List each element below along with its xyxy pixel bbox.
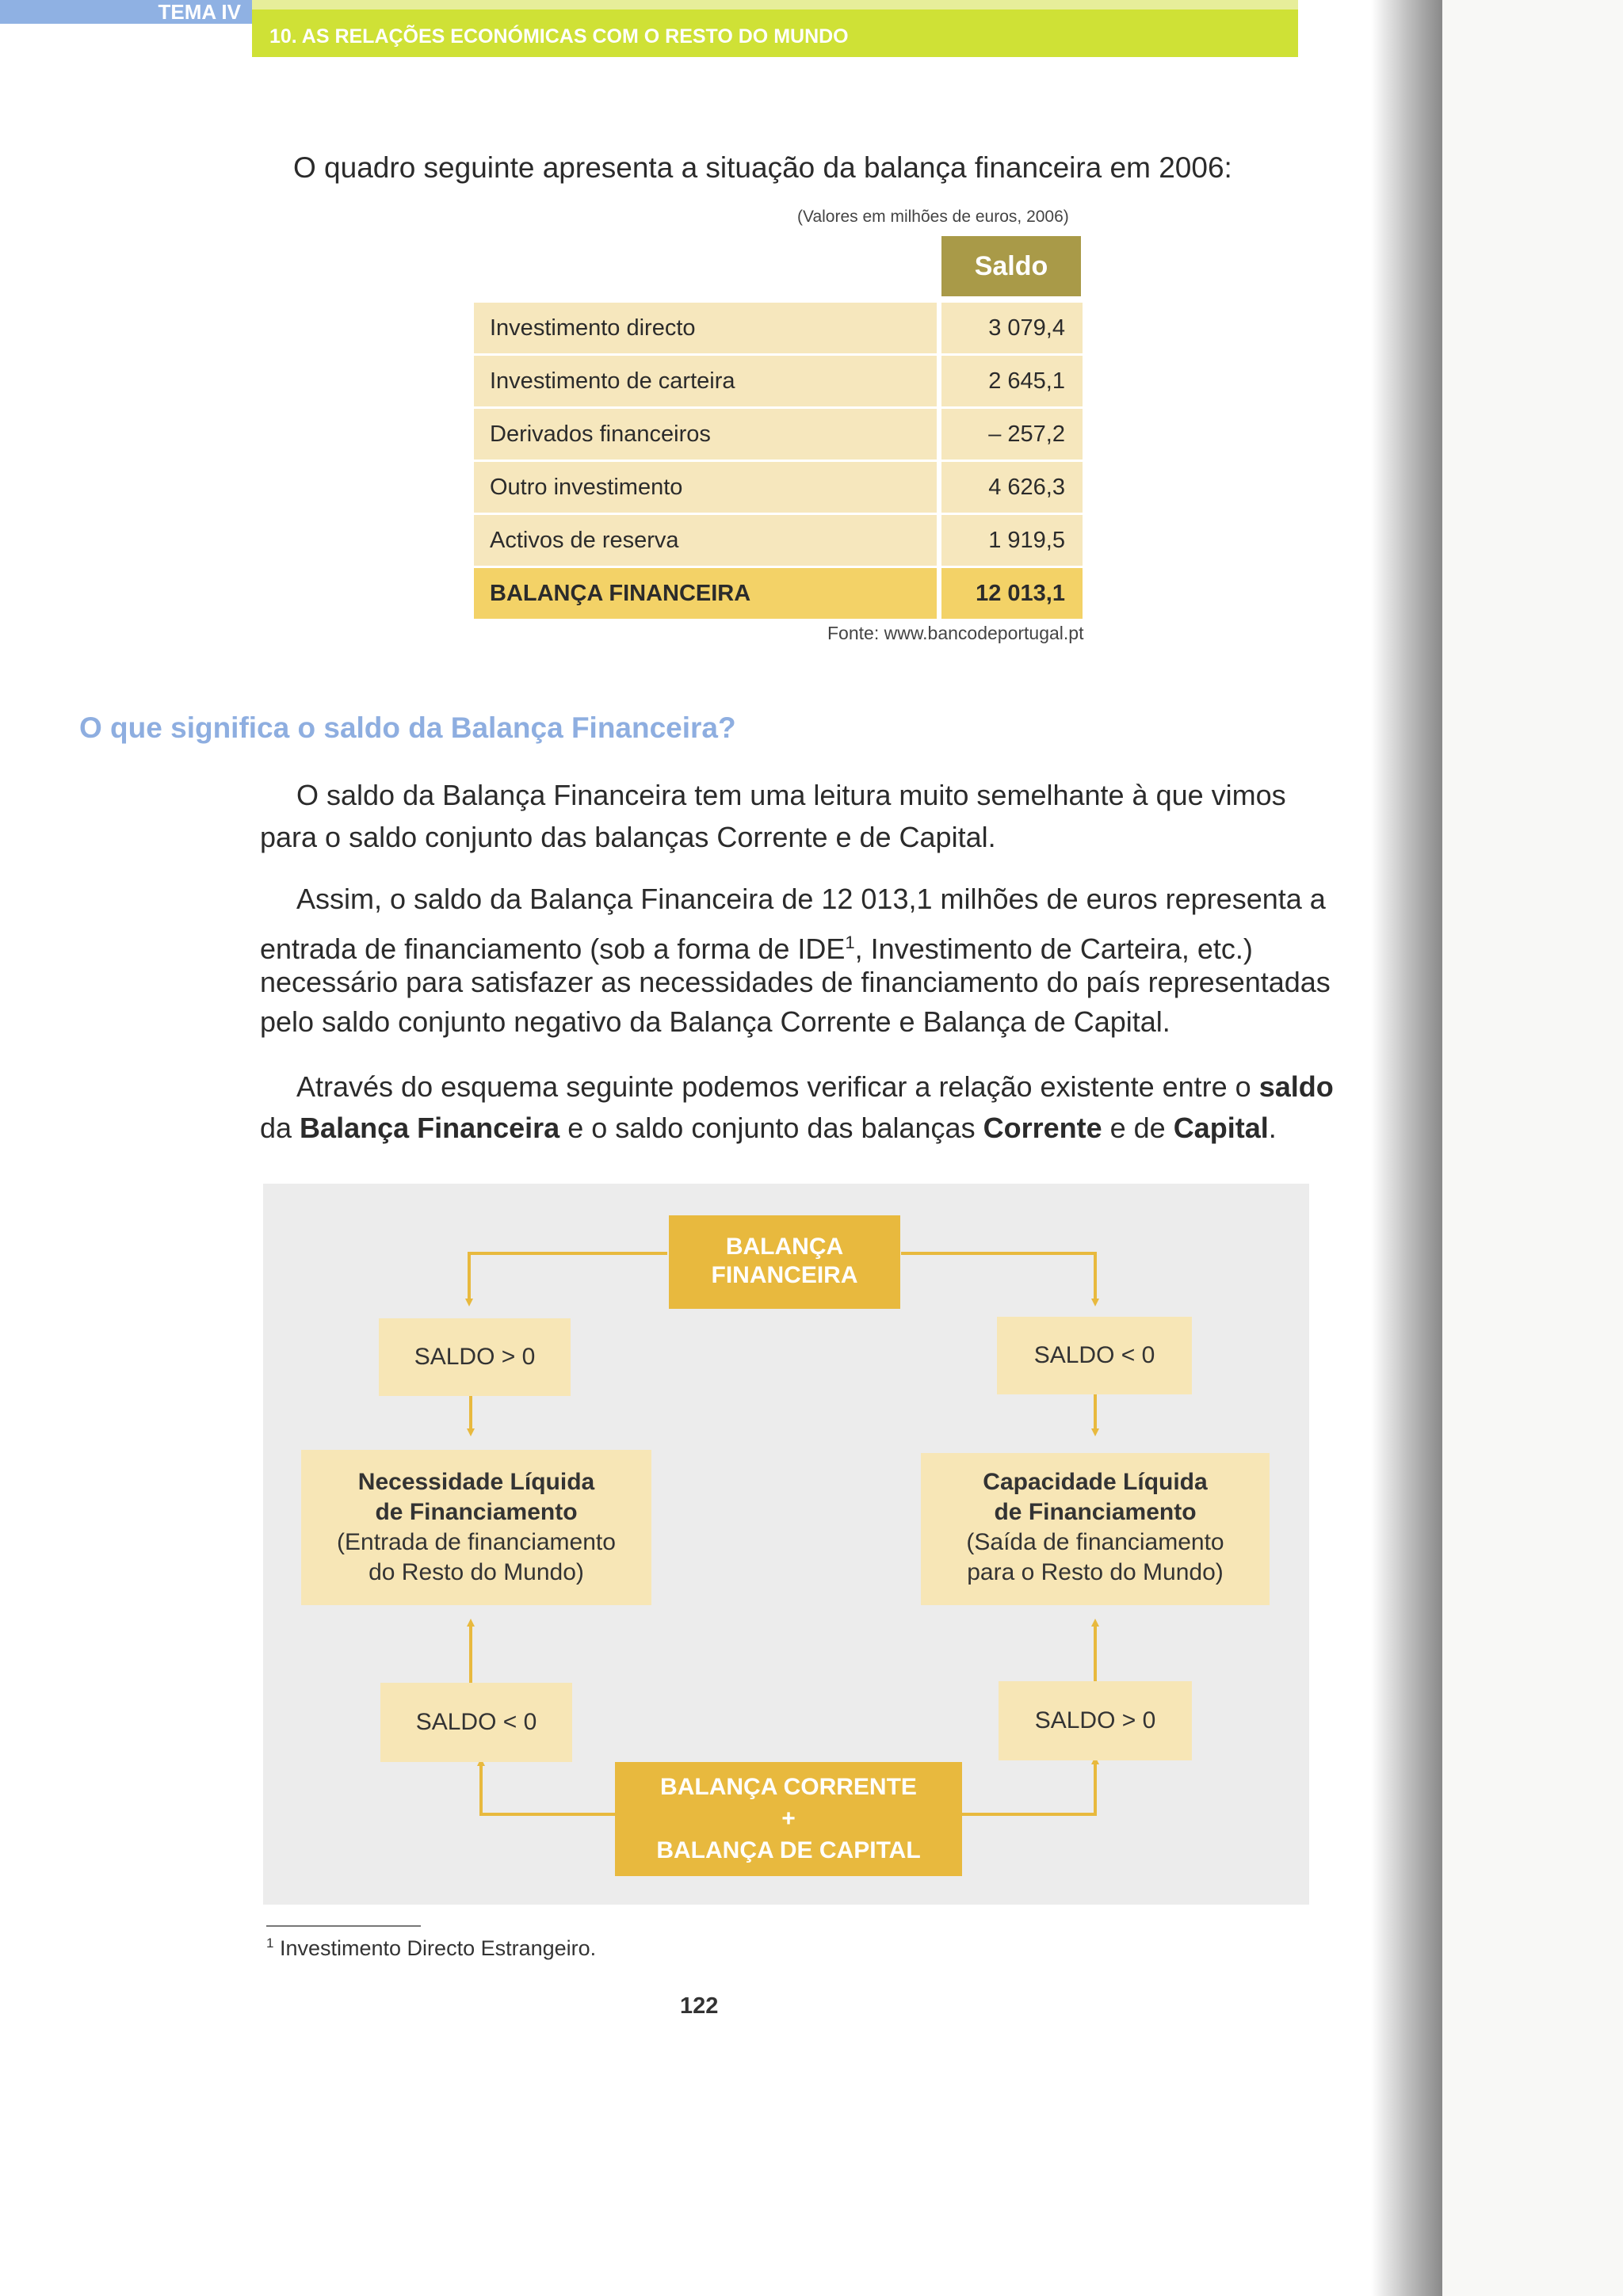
row-value: 3 079,4: [941, 303, 1083, 353]
paragraph-line: pelo saldo conjunto negativo da Balança Corrente e Balança de Capital.: [260, 1005, 1170, 1038]
box-description: (Saída de financiamento: [966, 1529, 1224, 1555]
connector-arrow: [960, 1760, 1095, 1814]
table-unit-note: (Valores em milhões de euros, 2006): [797, 208, 1069, 226]
table-total-row: [474, 568, 1083, 619]
page-number: 122: [680, 1993, 719, 2019]
saldo-negative-box: SALDO < 0: [997, 1317, 1192, 1394]
connector-arrow: [481, 1762, 616, 1814]
text-span: e de: [1102, 1112, 1174, 1144]
box-line: FINANCEIRA: [711, 1262, 858, 1288]
row-value: 2 645,1: [941, 356, 1083, 406]
paragraph-line: [296, 1066, 1334, 1108]
row-value: – 257,2: [941, 409, 1083, 460]
row-label: Investimento de carteira: [474, 356, 937, 406]
flow-diagram: [263, 1184, 1309, 1905]
footnote-mark: 1: [845, 933, 855, 952]
intro-text: O quadro seguinte apresenta a situação da balança financeira em 2006:: [293, 151, 1232, 184]
row-label: Derivados financeiros: [474, 409, 937, 460]
paragraph-line: para o saldo conjunto das balanças Corrente e de Capital.: [260, 821, 996, 853]
box-description: do Resto do Mundo): [369, 1559, 584, 1585]
box-line: BALANÇA: [725, 1234, 844, 1260]
text-span: , Investimento de Carteira, etc.): [854, 933, 1253, 965]
page-gutter-shadow: [1371, 0, 1442, 2296]
chapter-title: 10. AS RELAÇÕES ECONÓMICAS COM O RESTO DO MUNDO: [269, 25, 849, 48]
bold-text: Balança Financeira: [300, 1112, 560, 1144]
box-line: BALANÇA CORRENTE: [660, 1774, 917, 1800]
paragraph-line: necessário para satisfazer as necessidades de financiamento do país representadas: [260, 966, 1331, 998]
footnote: [266, 1936, 596, 1961]
table-column-header: Saldo: [941, 236, 1081, 296]
footnote-text: Investimento Directo Estrangeiro.: [279, 1936, 597, 1960]
box-title: de Financiamento: [994, 1499, 1197, 1525]
saldo-positive-box: SALDO > 0: [999, 1681, 1192, 1760]
table-row: [474, 462, 1083, 513]
box-title: de Financiamento: [375, 1499, 578, 1525]
text-span: Através do esquema seguinte podemos verificar a relação existente entre o: [296, 1070, 1259, 1103]
box-description: (Entrada de financiamento: [337, 1529, 616, 1555]
paragraph-line: Assim, o saldo da Balança Financeira de 12 013,1 milhões de euros representa a: [296, 883, 1326, 915]
bold-text: Corrente: [983, 1112, 1102, 1144]
text-span: .: [1268, 1112, 1277, 1144]
footnote-divider: [266, 1925, 421, 1927]
table-source: Fonte: www.bancodeportugal.pt: [827, 623, 1084, 643]
box-line: +: [781, 1806, 796, 1832]
box-line: BALANÇA DE CAPITAL: [656, 1837, 921, 1863]
box-title: Capacidade Líquida: [983, 1469, 1208, 1495]
connector-arrow: [469, 1253, 667, 1302]
text-span: e o saldo conjunto das balanças: [559, 1112, 983, 1144]
saldo-positive-box: SALDO > 0: [379, 1318, 571, 1396]
adjacent-page: [1442, 0, 1623, 2296]
row-label: Outro investimento: [474, 462, 937, 513]
balanca-corrente-capital-box: [615, 1762, 962, 1876]
total-label: BALANÇA FINANCEIRA: [474, 568, 937, 619]
paragraph-line: [260, 1107, 1277, 1149]
saldo-negative-box: SALDO < 0: [380, 1683, 572, 1762]
table-row: [474, 356, 1083, 406]
footnote-mark: 1: [266, 1936, 274, 1951]
table-row: [474, 303, 1083, 353]
bold-text: Capital: [1173, 1112, 1269, 1144]
row-label: Activos de reserva: [474, 515, 937, 566]
row-label: Investimento directo: [474, 303, 937, 353]
capacidade-financiamento-box: [921, 1453, 1270, 1605]
balanca-financeira-box: [669, 1215, 900, 1309]
row-value: 1 919,5: [941, 515, 1083, 566]
bold-text: saldo: [1258, 1070, 1334, 1103]
necessidade-financiamento-box: [301, 1450, 651, 1605]
box-description: para o Resto do Mundo): [967, 1559, 1224, 1585]
section-title: O que significa o saldo da Balança Financeira?: [79, 711, 736, 744]
row-value: 4 626,3: [941, 462, 1083, 513]
header-strip: [252, 0, 1298, 10]
table-row: [474, 515, 1083, 566]
paragraph-line: O saldo da Balança Financeira tem uma leitura muito semelhante à que vimos: [296, 779, 1286, 811]
text-span: da: [260, 1112, 300, 1144]
theme-label: TEMA IV: [0, 0, 252, 24]
text-span: entrada de financiamento (sob a forma de IDE: [260, 933, 846, 965]
table-row: [474, 409, 1083, 460]
total-value: 12 013,1: [941, 568, 1083, 619]
connector-arrow: [901, 1253, 1095, 1302]
chapter-header-bar: [252, 0, 1298, 57]
box-title: Necessidade Líquida: [357, 1469, 595, 1495]
